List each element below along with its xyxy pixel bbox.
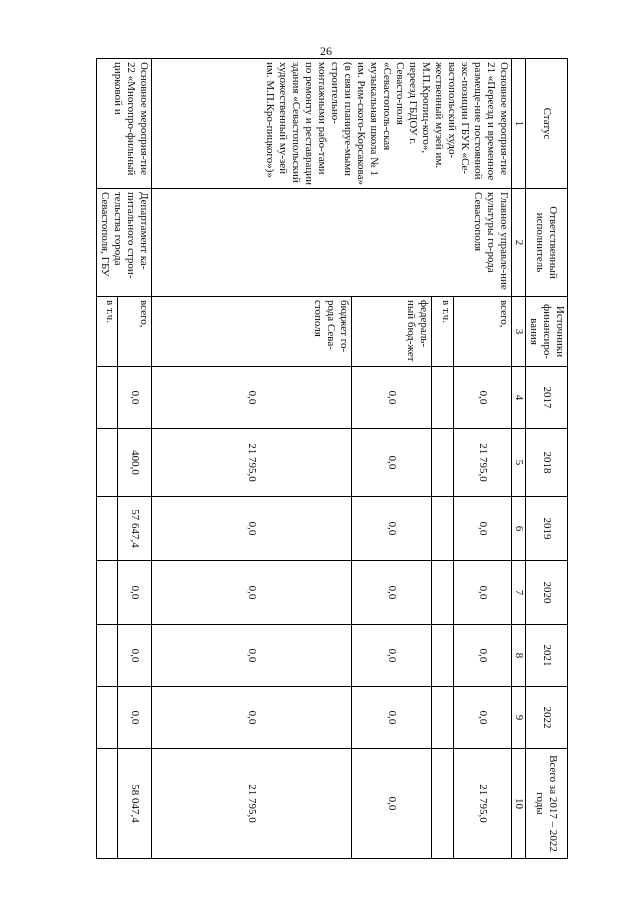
value-cell: 0,0 [454, 625, 512, 687]
value-cell [432, 429, 454, 497]
value-cell [432, 561, 454, 625]
value-cell: 0,0 [117, 625, 151, 687]
value-cell [97, 561, 118, 625]
responsible-cell-22: Департамент ка-питального строи-тельства города Севастополя, ГБУ [97, 189, 152, 297]
table-row [454, 59, 512, 859]
source-cell: в т.ч. [432, 297, 454, 367]
header-total: Всего за 2017 – 2022 годы [526, 749, 568, 859]
header-status: Статус [526, 59, 568, 189]
column-index: 7 [512, 561, 526, 625]
value-cell [432, 497, 454, 561]
value-cell: 0,0 [352, 429, 432, 497]
page-number: 26 [320, 44, 332, 58]
value-cell: 0,0 [454, 497, 512, 561]
column-index: 6 [512, 497, 526, 561]
value-cell: 0,0 [352, 367, 432, 429]
column-index: 2 [512, 189, 526, 297]
value-cell: 0,0 [117, 687, 151, 749]
column-index: 8 [512, 625, 526, 687]
status-cell-21: Основное мероприя-тие 21 «Переезд и временное размеще-ние постоянной экс-позиции ГБУК «Се-вастопольский худо-жественный музей им. М.П.Кропиц-кого», переезд ГБДОУ г. Севасто-поля «Севастополь-ская музыкальная школа № 1 им. Рим-ского-Корсакова» (в связи планируе-мыми строительно-монтажными рабо-тами по ремонту и реставрации здания «Севастопольский художественный му-зей им. М.П.Кро-пицкого»)» [152, 59, 512, 189]
rotated-table-container [99, 58, 568, 858]
value-cell [432, 625, 454, 687]
value-cell [97, 367, 118, 429]
header-2019: 2019 [526, 497, 568, 561]
value-cell [432, 749, 454, 859]
value-cell: 21 795,0 [152, 429, 352, 497]
value-cell: 0,0 [352, 687, 432, 749]
source-cell: в т.ч. [97, 297, 118, 367]
value-cell: 0,0 [117, 561, 151, 625]
header-responsible: Ответственный исполнитель [526, 189, 568, 297]
value-cell [97, 497, 118, 561]
column-index: 3 [512, 297, 526, 367]
value-cell: 0,0 [454, 561, 512, 625]
value-cell: 0,0 [352, 625, 432, 687]
value-cell: 0,0 [152, 687, 352, 749]
column-index: 1 [512, 59, 526, 189]
value-cell: 0,0 [454, 367, 512, 429]
value-cell: 0,0 [454, 687, 512, 749]
value-cell: 0,0 [152, 367, 352, 429]
column-index: 10 [512, 749, 526, 859]
value-cell [432, 687, 454, 749]
header-2021: 2021 [526, 625, 568, 687]
value-cell: 400,0 [117, 429, 151, 497]
value-cell: 58 047,4 [117, 749, 151, 859]
source-cell: всего, [454, 297, 512, 367]
value-cell: 0,0 [152, 561, 352, 625]
value-cell: 57 647,4 [117, 497, 151, 561]
value-cell [97, 429, 118, 497]
value-cell: 0,0 [352, 497, 432, 561]
header-2018: 2018 [526, 429, 568, 497]
value-cell [97, 625, 118, 687]
column-index: 5 [512, 429, 526, 497]
status-cell-22: Основное мероприя-тие 22 «Многопро-фильный цирковой и [97, 59, 152, 189]
header-2020: 2020 [526, 561, 568, 625]
column-index-row [512, 59, 526, 859]
value-cell: 0,0 [352, 561, 432, 625]
value-cell: 21 795,0 [454, 749, 512, 859]
header-row [526, 59, 568, 859]
value-cell: 0,0 [152, 497, 352, 561]
value-cell [97, 687, 118, 749]
value-cell: 0,0 [152, 625, 352, 687]
column-index: 9 [512, 687, 526, 749]
value-cell: 21 795,0 [152, 749, 352, 859]
value-cell [97, 749, 118, 859]
source-cell: федераль-ный бюд-жет [352, 297, 432, 367]
source-cell: бюджет го-рода Сева-стополя [152, 297, 352, 367]
table-row [117, 59, 151, 859]
source-cell: всего, [117, 297, 151, 367]
header-2017: 2017 [526, 367, 568, 429]
header-sources: Источники финансиро-вания [526, 297, 568, 367]
budget-table [96, 58, 568, 859]
column-index: 4 [512, 367, 526, 429]
value-cell: 0,0 [117, 367, 151, 429]
header-2022: 2022 [526, 687, 568, 749]
value-cell [432, 367, 454, 429]
value-cell: 21 795,0 [454, 429, 512, 497]
responsible-cell-21: Главное управле-ние культуры го-рода Севастополя [152, 189, 512, 297]
value-cell: 0,0 [352, 749, 432, 859]
